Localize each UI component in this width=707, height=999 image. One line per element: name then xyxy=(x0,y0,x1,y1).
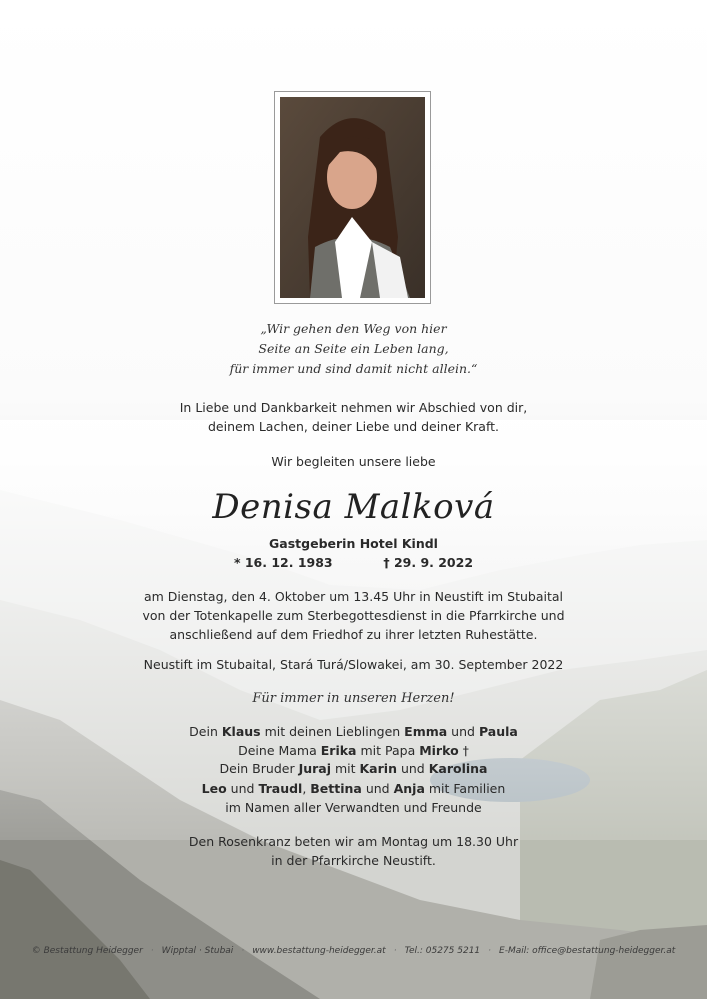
footer: © Bestattung Heidegger · Wipptal · Stubai · www.bestattung-heidegger.at · Tel.: 05275 5211 · E-Mail: office@bestattung-heidegger.at xyxy=(31,946,676,956)
family-list-extended xyxy=(0,780,707,817)
portrait-frame xyxy=(274,91,431,304)
deceased-name: Denisa Malková xyxy=(212,487,495,527)
text-line: am Dienstag, den 4. Oktober um 13.45 Uhr in Neustift im Stubaital xyxy=(143,589,564,604)
footer-phone: Tel.: 05275 5211 xyxy=(404,946,481,956)
footer-region: Wipptal · Stubai xyxy=(161,946,234,956)
family-line: im Namen aller Verwandten und Freunde xyxy=(225,799,482,815)
text-line: von der Totenkapelle zum Sterbegottesdienst in die Pfarrkirche und xyxy=(142,608,565,623)
farewell-text xyxy=(0,398,707,436)
text-line: anschließend auf dem Friedhof zu ihrer letzten Ruhestätte. xyxy=(169,627,538,642)
family-line: Dein Bruder Juraj mit Karin und Karolina xyxy=(219,761,488,776)
footer-email-link[interactable]: E-Mail: office@bestattung-heidegger.at xyxy=(499,946,676,956)
quote-line: für immer und sind damit nicht allein.“ xyxy=(229,361,478,376)
place-and-date: Neustift im Stubaital, Stará Turá/Slowakei, am 30. September 2022 xyxy=(143,657,564,672)
text-line: In Liebe und Dankbarkeit nehmen wir Abschied von dir, xyxy=(179,400,528,415)
text-line: Den Rosenkranz beten wir am Montag um 18.30 Uhr xyxy=(188,834,519,849)
footer-company: © Bestattung Heidegger xyxy=(31,946,143,956)
text-line: in der Pfarrkirche Neustift. xyxy=(271,853,436,868)
funeral-details xyxy=(0,587,707,644)
family-list xyxy=(0,723,707,779)
portrait-photo xyxy=(280,97,425,298)
deceased-occupation: Gastgeberin Hotel Kindl xyxy=(269,536,438,551)
family-line: Leo und Traudl, Bettina und Anja mit Familien xyxy=(201,781,506,796)
quote-line: „Wir gehen den Weg von hier xyxy=(260,321,447,336)
life-dates xyxy=(0,553,707,572)
birth-date: * 16. 12. 1983 xyxy=(233,555,333,570)
quote-line: Seite an Seite ein Leben lang, xyxy=(258,341,449,356)
footer-website-link[interactable]: www.bestattung-heidegger.at xyxy=(252,946,386,956)
forever-in-hearts: Für immer in unseren Herzen! xyxy=(252,691,455,706)
memorial-quote xyxy=(0,319,707,379)
death-date: † 29. 9. 2022 xyxy=(383,555,474,570)
text-line: deinem Lachen, deiner Liebe und deiner Kraft. xyxy=(207,419,499,434)
family-line: Deine Mama Erika mit Papa Mirko † xyxy=(238,742,469,758)
family-line: Dein Klaus mit deinen Lieblingen Emma und Paula xyxy=(189,724,518,739)
accompany-text: Wir begleiten unsere liebe xyxy=(271,454,436,469)
rosary-info xyxy=(0,832,707,870)
